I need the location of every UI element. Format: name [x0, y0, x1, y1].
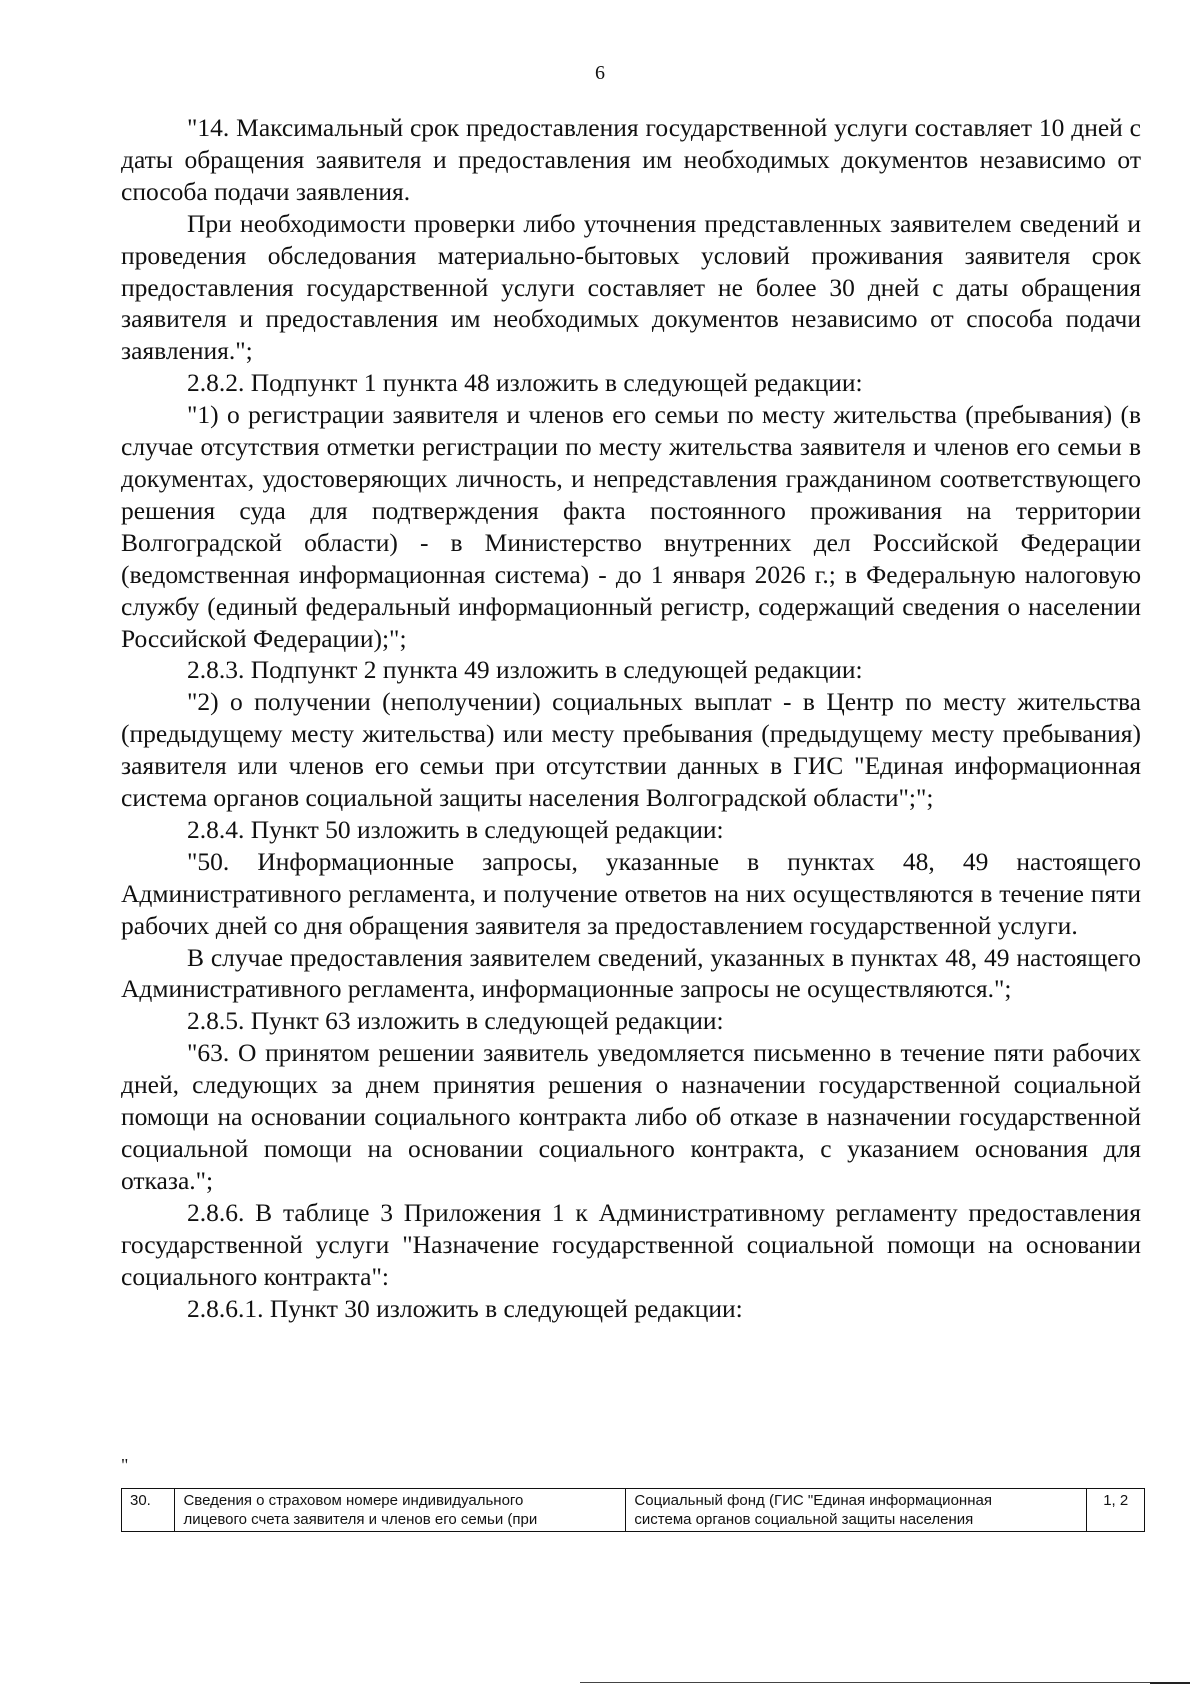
- footer-rule: [580, 1682, 1180, 1683]
- paragraph: 2.8.5. Пункт 63 изложить в следующей редакции:: [187, 1006, 724, 1036]
- paragraph: 2.8.6. В таблице 3 Приложения 1 к Административному регламенту предоставления государственной услуги "Назначение государственной социальной помощи на основании социального контракта":: [121, 1197, 1141, 1291]
- table-cell-source: [626, 1489, 1087, 1532]
- paragraph: 2.8.2. Подпункт 1 пункта 48 изложить в следующей редакции:: [187, 368, 863, 398]
- document-body: [121, 112, 1141, 1324]
- paragraph: "2) о получении (неполучении) социальных выплат - в Центр по месту жительства (предыдущему месту жительства) или месту пребывания (предыдущему месту пребывания) заявителя или членов его семьи при отсутствии данных в ГИС "Единая информационная система органов социальной защиты населения Волгоградской области";";: [121, 687, 1141, 813]
- table-cell-number: 30.: [122, 1489, 175, 1532]
- table-cell-description: [175, 1489, 626, 1532]
- cell-line: лицевого счета заявителя и членов его семьи (при: [183, 1511, 538, 1528]
- cell-line: Сведения о страховом номере индивидуального: [183, 1492, 524, 1509]
- paragraph: "63. О принятом решении заявитель уведомляется письменно в течение пяти рабочих дней, следующих за днем принятия решения о назначении государственной социальной помощи на основании социального контракта либо об отказе в назначении государственной социальной помощи на основании социального контракта, с указанием основания для отказа.";: [121, 1038, 1141, 1195]
- paragraph: "1) о регистрации заявителя и членов его семьи по месту жительства (пребывания) (в случае отсутствия отметки регистрации по месту жительства заявителя и членов его семьи в документах, удостоверяющих личность, и непредставления гражданином соответствующего решения суда для подтверждения факта постоянного проживания на территории Волгоградской области) - в Министерство внутренних дел Российской Федерации (ведомственная информационная система) - до 1 января 2026 г.; в Федеральную налоговую службу (единый федеральный информационный регистр, содержащий сведения о населении Российской Федерации);";: [121, 400, 1141, 653]
- table-cell-refs: 1, 2: [1087, 1489, 1145, 1532]
- paragraph: В случае предоставления заявителем сведений, указанных в пунктах 48, 49 настоящего Административного регламента, информационные запросы не осуществляются.";: [121, 942, 1141, 1004]
- paragraph: 2.8.6.1. Пункт 30 изложить в следующей редакции:: [187, 1293, 743, 1323]
- cell-line: система органов социальной защиты населения: [634, 1511, 974, 1528]
- quote-mark: ": [121, 1455, 129, 1475]
- paragraph: 2.8.3. Подпункт 2 пункта 49 изложить в следующей редакции:: [187, 655, 863, 685]
- footer-rule-mark: [1150, 1682, 1190, 1684]
- page-number: 6: [595, 62, 605, 84]
- paragraph: 2.8.4. Пункт 50 изложить в следующей редакции:: [187, 814, 724, 844]
- paragraph: "14. Максимальный срок предоставления государственной услуги составляет 10 дней с даты обращения заявителя и предоставления им необходимых документов независимо от способа подачи заявления.: [121, 113, 1141, 206]
- table-row: [122, 1489, 1145, 1532]
- paragraph: При необходимости проверки либо уточнения представленных заявителем сведений и проведения обследования материально-бытовых условий проживания заявителя срок предоставления государственной услуги составляет не более 30 дней с даты обращения заявителя и предоставления им необходимых документов независимо от способа подачи заявления.";: [121, 208, 1141, 366]
- paragraph: "50. Информационные запросы, указанные в пунктах 48, 49 настоящего Административного регламента, и получение ответов на них осуществляются в течение пяти рабочих дней со дня обращения заявителя за предоставлением государственной услуги.: [121, 846, 1141, 940]
- appendix-table: [121, 1488, 1145, 1532]
- cell-line: Социальный фонд (ГИС "Единая информационная: [634, 1492, 992, 1509]
